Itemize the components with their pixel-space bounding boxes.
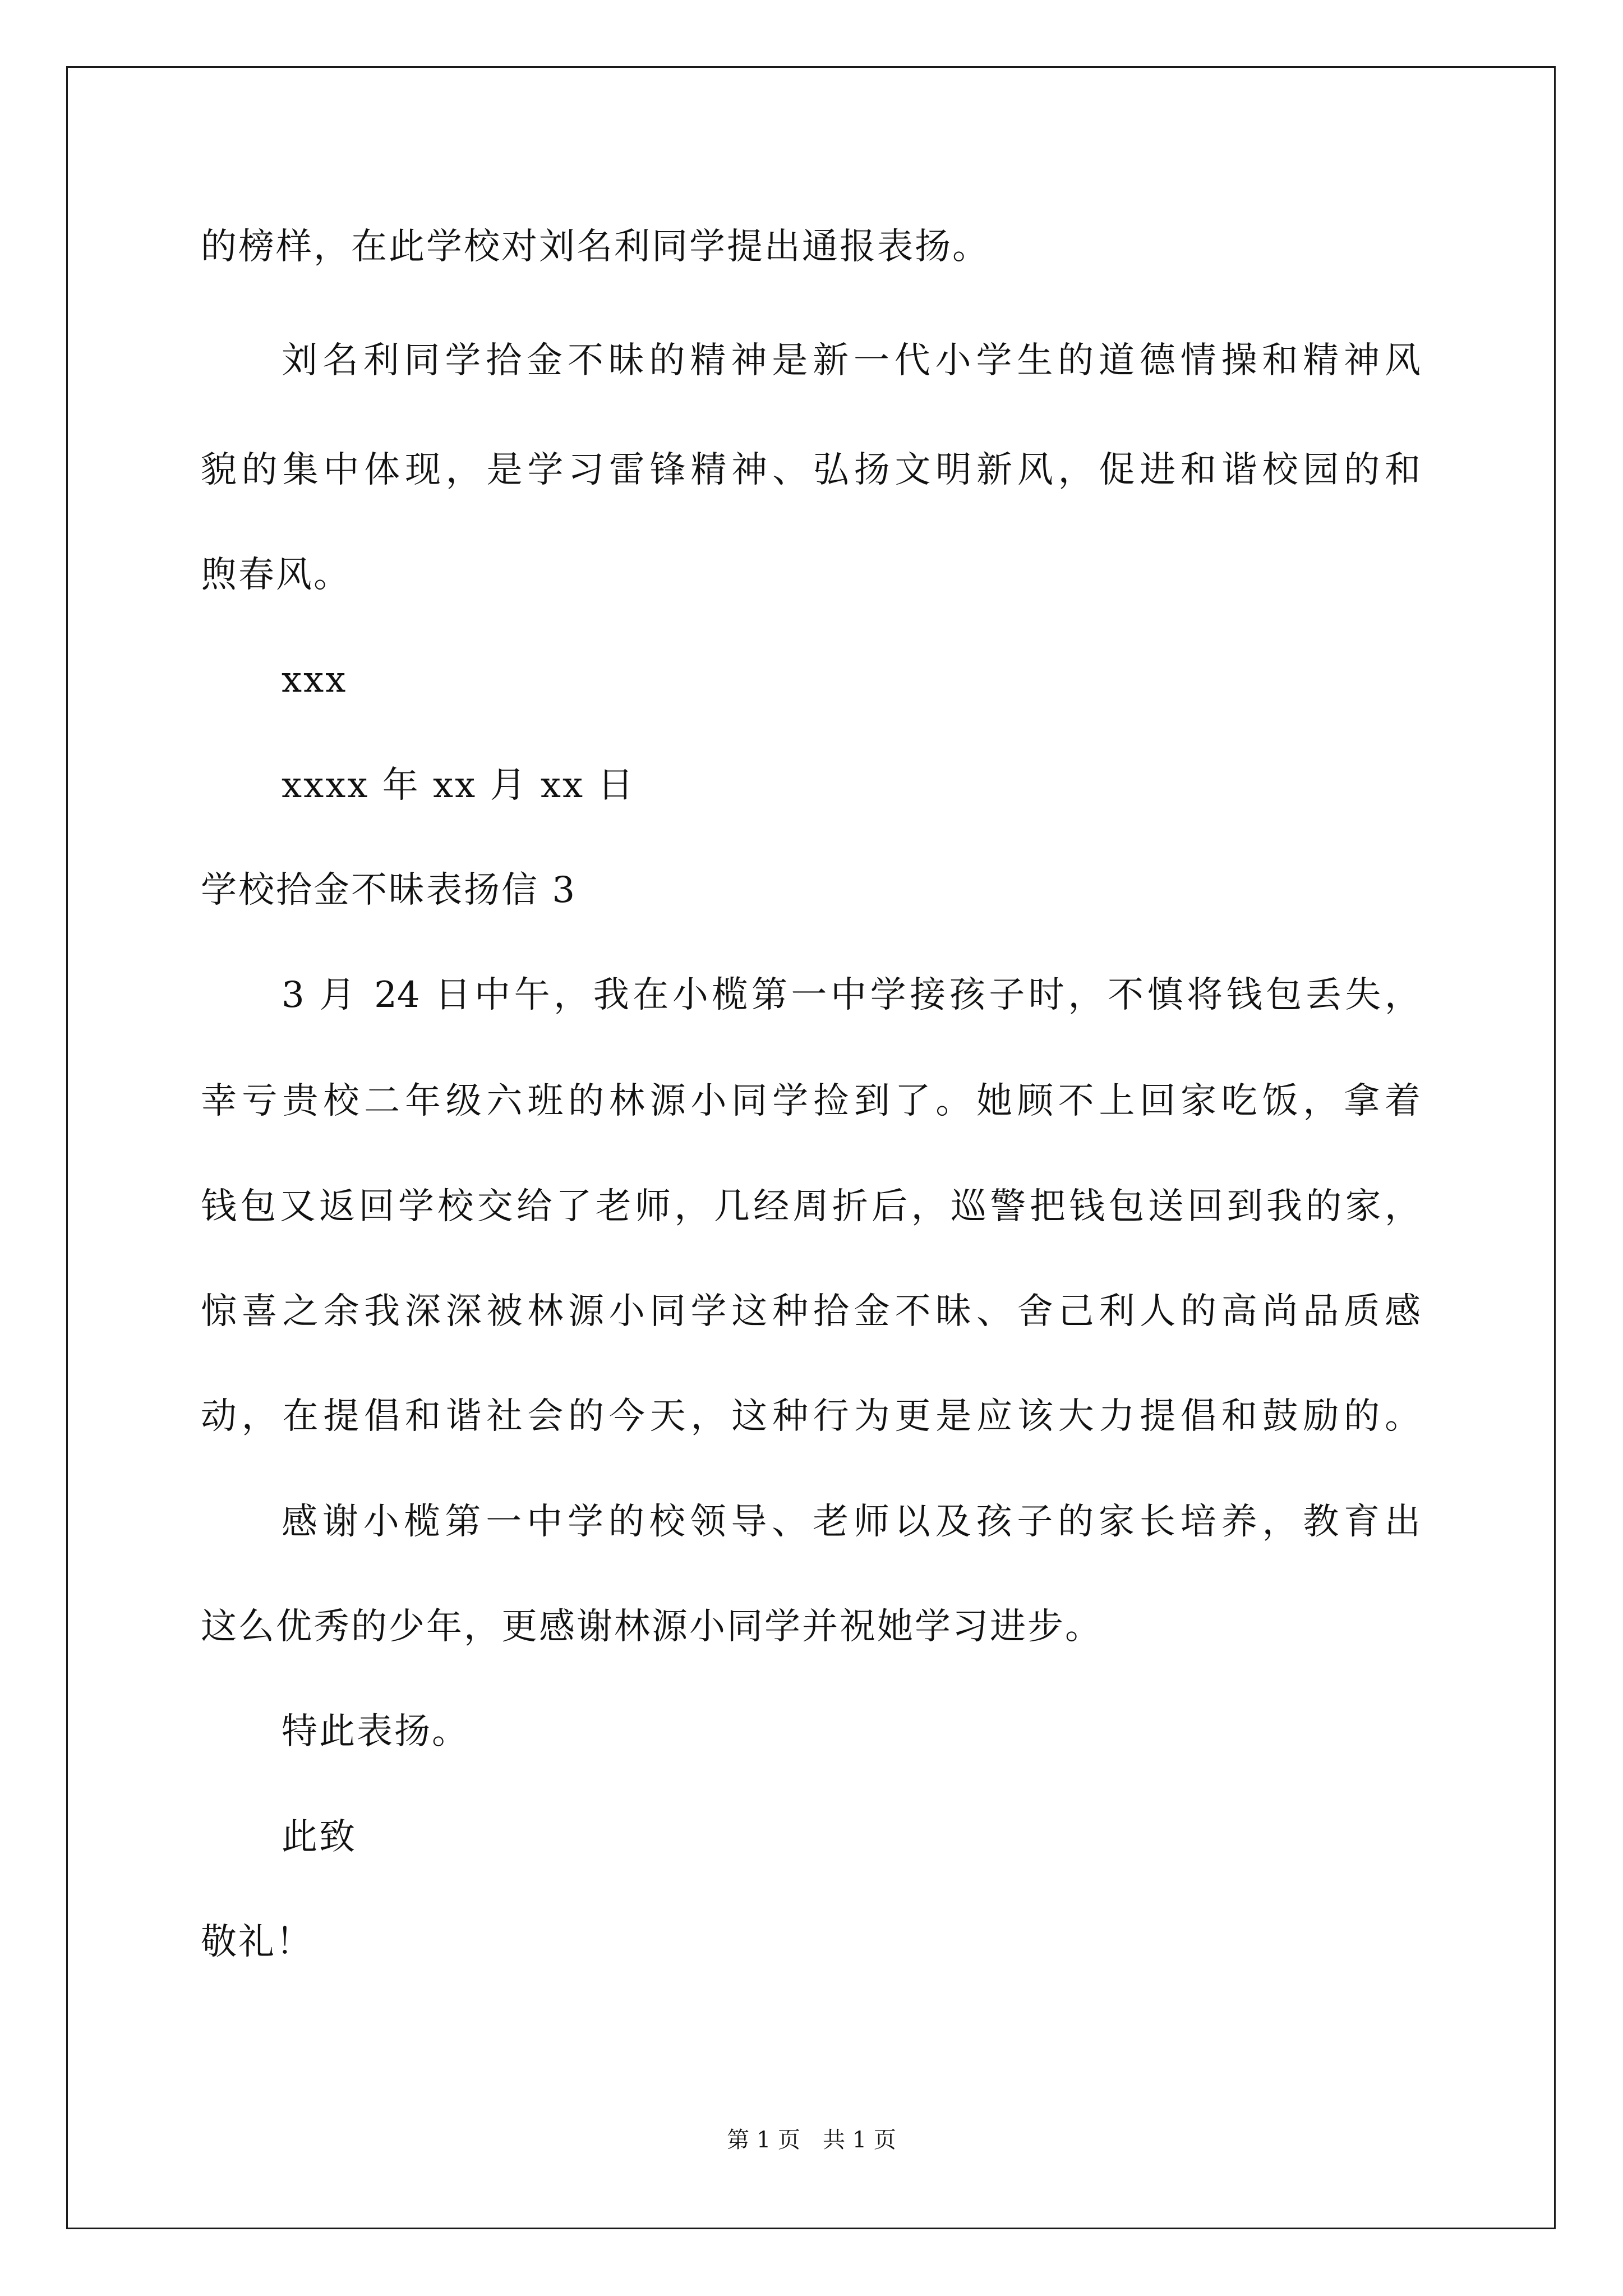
text-line: 煦春风。 (201, 554, 351, 596)
page-border (66, 66, 1556, 2229)
text-line: 动，在提倡和谐社会的今天，这种行为更是应该大力提倡和鼓励的。 (201, 1396, 1421, 1437)
text-line: 幸亏贵校二年级六班的林源小同学捡到了。她顾不上回家吃饭，拿着 (201, 1080, 1421, 1122)
text-line: 这么优秀的少年，更感谢林源小同学并祝她学习进步。 (201, 1606, 1103, 1648)
closing-remark: 特此表扬。 (282, 1711, 469, 1752)
salutation-line: 敬礼！ (201, 1921, 313, 1963)
text-line: 的榜样，在此学校对刘名利同学提出通报表扬。 (201, 226, 990, 268)
salutation-line: 此致 (282, 1816, 357, 1858)
paragraph-first-line: 3 月 24 日中午，我在小榄第一中学接孩子时，不慎将钱包丢失， (282, 974, 1421, 1016)
signature-placeholder: xxx (282, 659, 348, 701)
text-line: 钱包又返回学校交给了老师，几经周折后，巡警把钱包送回到我的家， (201, 1186, 1421, 1227)
text-line: 貌的集中体现，是学习雷锋精神、弘扬文明新风，促进和谐校园的和 (201, 449, 1421, 491)
date-line: xxxx 年 xx 月 xx 日 (282, 765, 635, 806)
paragraph-first-line: 刘名利同学拾金不昧的精神是新一代小学生的道德情操和精神风 (282, 340, 1421, 381)
text-line: 惊喜之余我深深被林源小同学这种拾金不昧、舍己利人的高尚品质感 (201, 1291, 1421, 1332)
paragraph-first-line: 感谢小榄第一中学的校领导、老师以及孩子的家长培养，教育出 (282, 1501, 1421, 1543)
section-heading: 学校拾金不昧表扬信 3 (201, 869, 577, 911)
page-number-footer: 第 1 页 共 1 页 (727, 2127, 896, 2153)
